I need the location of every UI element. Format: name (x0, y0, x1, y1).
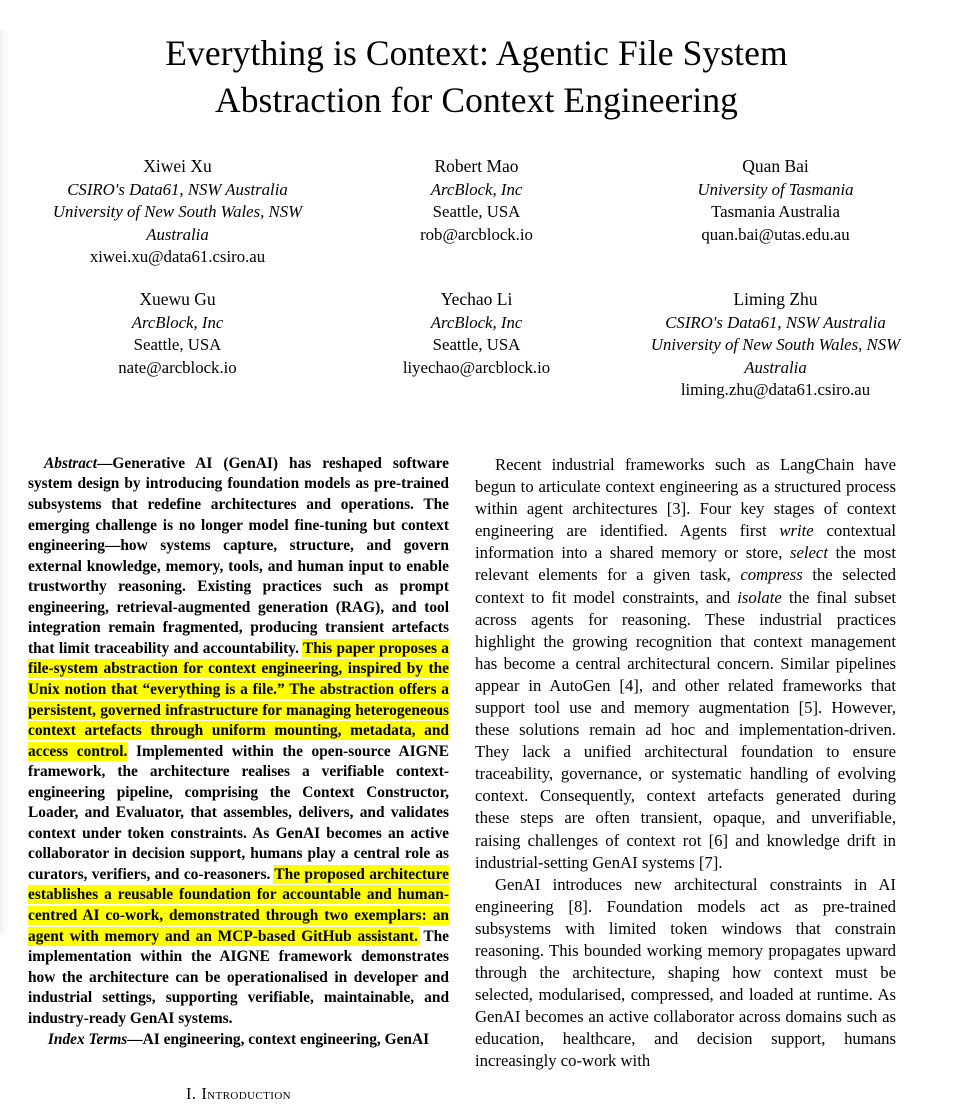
author-block (28, 155, 925, 402)
body-columns (28, 454, 925, 1104)
author-row-1 (28, 155, 925, 269)
author-affiliation-secondary: University of New South Wales, NSW Australia (650, 335, 901, 377)
author-name: Xiwei Xu (143, 156, 212, 176)
emphasised-term: select (789, 543, 828, 563)
author-affiliation: ArcBlock, Inc (430, 179, 523, 199)
author-location: Tasmania Australia (711, 202, 840, 222)
author-email: liyechao@arcblock.io (402, 357, 551, 377)
author-name: Robert Mao (434, 156, 519, 176)
index-terms-values: AI engineering, context engineering, GenAI (142, 1031, 430, 1049)
page-title: Everything is Context: Agentic File System Abstraction for Context Engineering (165, 33, 788, 120)
author-name: Xuewu Gu (139, 288, 216, 309)
author-entry (327, 155, 626, 269)
paragraph-text: the final subset across agents for reasoning. These industrial practices highlight the growing recognition that context management has become a central architectural concern. Similar pipelines appear in AutoGen [4], and other related frameworks that support tool use and memory augmentation [5]. However, these solutions remain ad hoc and implementation-driven. They lack a unified architectural foundation to ensure traceability, governance, or systematic handling of evolving context. Consequently, context artefacts generated during these steps are often transient, opaque, and unverifiable, raising challenges of context rot [6] and knowledge drift in industrial-setting GenAI systems [7]. (475, 587, 897, 872)
index-terms-label: Index Terms (47, 1031, 128, 1049)
author-affiliation: University of Tasmania (697, 179, 854, 199)
abstract-dash: — (97, 454, 113, 472)
abstract-text-part-1: Generative AI (GenAI) has reshaped software system design by introducing foundation models as pre-trained subsystems that redefine architectures and operations. The emerging challenge is no longer model fine-tuning but context engineering—how systems capture, structure, and govern external knowledge, memory, tools, and human input to enable trustworthy reasoning. Existing practices such as prompt engineering, retrieval-augmented generation (RAG), and tool integration remain fragmented, producing transient artefacts that limit traceability and accountability. (28, 454, 449, 657)
index-terms-block (28, 1030, 449, 1051)
index-terms-dash: — (127, 1031, 143, 1049)
author-email: rob@arcblock.io (420, 224, 533, 244)
abstract-highlight-2: The proposed architecture establishes a reusable foundation for accountable and human-centred AI co-work, demonstrated through two exemplars: an agent with memory and an MCP-based GitHub assistant. (28, 865, 449, 945)
paragraph-text: Recent industrial frameworks such as LangChain have begun to articulate context engineering as a structured process within agent architectures [3]. Four key stages of context engineering are identified. Agents first (475, 454, 896, 541)
section-heading-introduction (28, 1084, 449, 1104)
paragraph-text: contextual information into a shared memory or store, (475, 521, 896, 563)
column-right (475, 454, 896, 1104)
author-location: Seattle, USA (133, 335, 222, 355)
abstract-block (28, 454, 449, 1029)
author-entry (626, 288, 925, 402)
paragraph (475, 454, 896, 874)
author-entry (327, 288, 626, 402)
introduction-paragraphs (475, 454, 896, 1073)
author-email: quan.bai@utas.edu.au (701, 224, 850, 244)
author-affiliation-secondary: University of New South Wales, NSW Australia (52, 202, 303, 244)
author-affiliation: ArcBlock, Inc (430, 312, 523, 332)
author-name: Liming Zhu (733, 288, 818, 309)
abstract-highlight-1: This paper proposes a file-system abstraction for context engineering, inspired by the Unix notion that “everything is a file.” The abstraction offers a persistent, governed infrastructure for managing heterogeneous context artefacts through uniform mounting, metadata, and access control. (28, 639, 449, 760)
author-name: Yechao Li (440, 288, 513, 309)
paragraph-text: GenAI introduces new architectural constraints in AI engineering [8]. Foundation models act as pre-trained subsystems with limited token windows that constrain reasoning. This bounded working memory propagates upward through the architecture, shaping how context must be selected, modularised, compressed, and loaded at runtime. As GenAI becomes an active collaborator across domains such as education, healthcare, and decision support, humans increasingly co-work with (475, 874, 896, 1071)
author-entry (28, 288, 327, 402)
column-left (28, 454, 449, 1104)
emphasised-term: compress (740, 565, 803, 585)
section-number: I. (185, 1083, 197, 1103)
author-affiliation: CSIRO's Data61, NSW Australia (67, 179, 288, 199)
paper-page (0, 30, 953, 1104)
author-row-2 (28, 288, 925, 402)
author-email: xiwei.xu@data61.csiro.au (89, 247, 266, 267)
author-name: Quan Bai (742, 156, 809, 176)
author-affiliation: ArcBlock, Inc (131, 312, 224, 332)
abstract-label: Abstract (44, 454, 98, 472)
emphasised-term: isolate (737, 587, 782, 607)
author-email: nate@arcblock.io (118, 357, 237, 377)
author-entry (28, 155, 327, 269)
author-email: liming.zhu@data61.csiro.au (680, 380, 871, 400)
emphasised-term: write (779, 521, 814, 541)
author-location: Seattle, USA (432, 335, 521, 355)
author-entry (626, 155, 925, 269)
paragraph (475, 874, 896, 1073)
author-affiliation: CSIRO's Data61, NSW Australia (665, 312, 886, 332)
author-location: Seattle, USA (432, 202, 521, 222)
abstract-text-part-2: Implemented within the open-source AIGNE framework, the architecture realises a verifiable context-engineering pipeline, comprising the Context Constructor, Loader, and Evaluator, that assembles, delivers, and validates context under token constraints. As GenAI becomes an active collaborator in decision support, humans play a central role as curators, verifiers, and co-reasoners. (28, 742, 449, 883)
section-title: Introduction (201, 1083, 292, 1103)
paragraph-text: the selected context to fit model constraints, and (475, 565, 897, 607)
paragraph-text: the most relevant elements for a given task, (475, 543, 897, 585)
abstract-text-part-3: The implementation within the AIGNE framework demonstrates how the architecture can be operationalised in developer and industrial settings, supporting verifiable, maintainable, and industry-ready GenAI systems. (28, 927, 449, 1027)
